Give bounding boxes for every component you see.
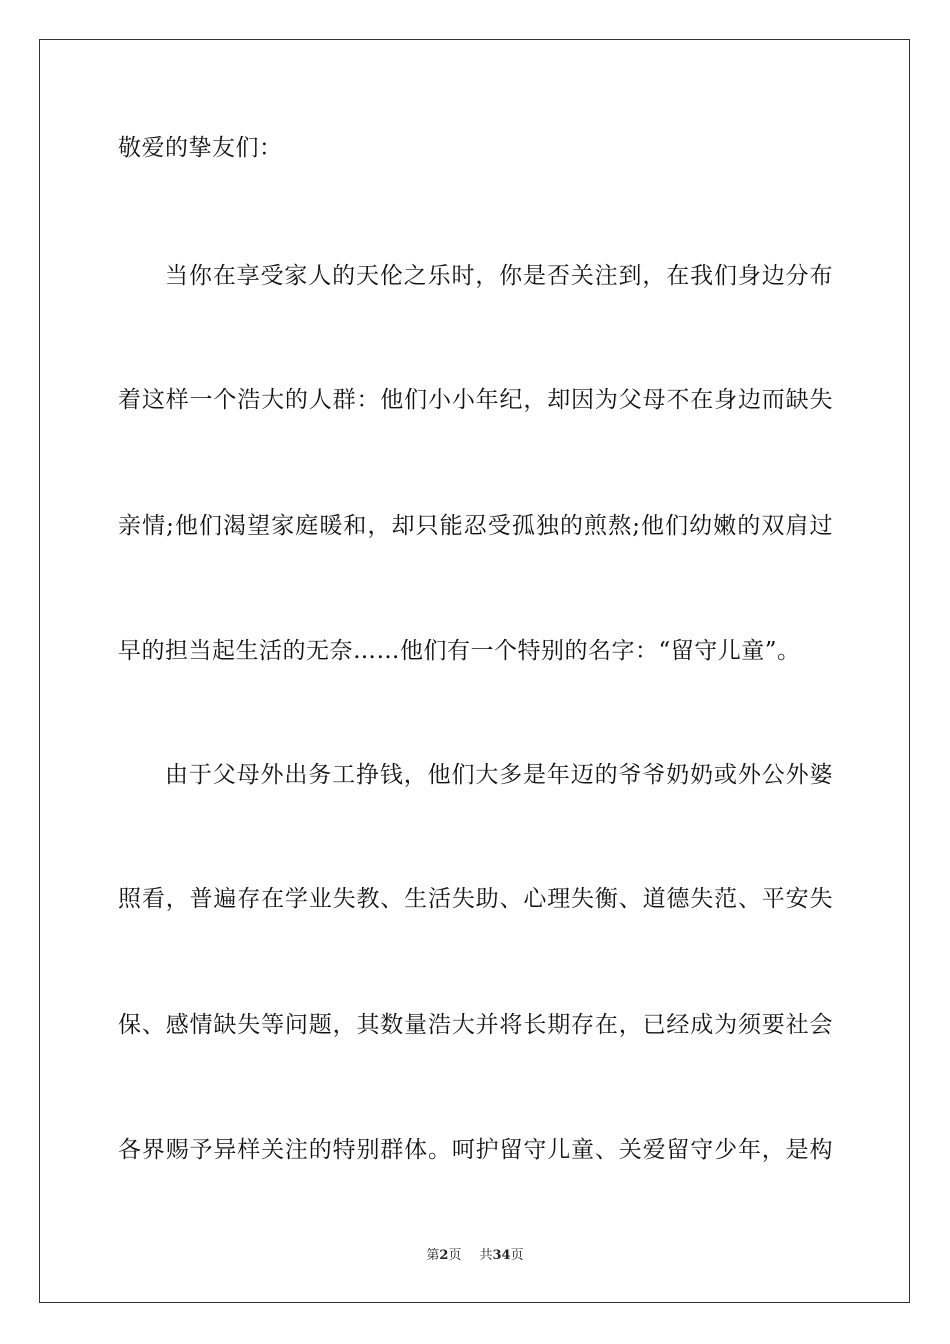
- page-prefix: 第: [426, 1248, 440, 1263]
- paragraph-line: 当你在享受家人的天伦之乐时，你是否关注到，在我们身边分布: [165, 263, 833, 289]
- paragraph-line: 早的担当起生活的无奈……他们有一个特别的名字：“留守儿童”。: [118, 638, 801, 664]
- total-suffix: 页: [510, 1248, 524, 1263]
- paragraph-line: 照看，普遍存在学业失教、生活失助、心理失衡、道德失范、平安失: [118, 886, 833, 912]
- page-suffix: 页: [448, 1248, 462, 1263]
- salutation: 敬爱的挚友们：: [118, 135, 283, 161]
- paragraph-line: 由于父母外出务工挣钱，他们大多是年迈的爷爷奶奶或外公外婆: [165, 762, 833, 788]
- page-border: [39, 39, 910, 1303]
- page-number-footer: [0, 1248, 950, 1264]
- paragraph-line: 保、感情缺失等问题，其数量浩大并将长期存在，已经成为须要社会: [118, 1012, 833, 1038]
- total-prefix: 共: [479, 1248, 493, 1263]
- current-page-number: 2: [439, 1248, 449, 1263]
- paragraph-line: 亲情;他们渴望家庭暖和，却只能忍受孤独的煎熬;他们幼嫩的双肩过: [118, 513, 833, 539]
- paragraph-line: 各界赐予异样关注的特别群体。呵护留守儿童、关爱留守少年，是构: [118, 1137, 833, 1163]
- total-page-count: 34: [492, 1248, 511, 1263]
- paragraph-line: 着这样一个浩大的人群：他们小小年纪，却因为父母不在身边而缺失: [118, 387, 833, 413]
